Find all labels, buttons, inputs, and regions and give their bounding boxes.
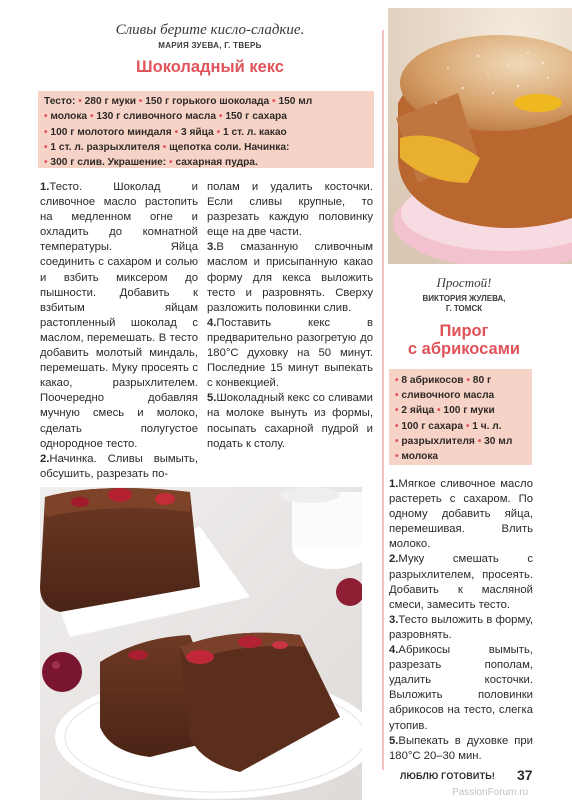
recipe2-quote: Простой! [436, 275, 492, 290]
bullet-icon: • [44, 141, 51, 153]
bullet-icon: • [395, 405, 402, 417]
ingredient-line [395, 388, 526, 403]
recipe-step: 5.Выпекать в духовке при 180°С 20–30 мин. [389, 734, 533, 762]
watermark: PassionForum.ru [452, 787, 529, 798]
ingredient-item: 80 г [472, 375, 492, 386]
ingredient-item: 130 г сливочного масла [96, 111, 219, 123]
bullet-icon: • [174, 126, 181, 138]
ingredient-line [44, 140, 368, 155]
recipe-step: 1.Мягкое сливочное масло растереть с сахаром. По одному добавить яйца, перемешивая. Влить молоко. [389, 478, 533, 551]
ingredient-item: 30 мл [484, 435, 513, 447]
ingredient-item: 1 ч. л. [472, 420, 502, 432]
bullet-icon: • [162, 141, 170, 153]
ingredient-item: 100 г муки [443, 405, 495, 417]
recipe-step: 4.Поставить кекс в предварительно разогретую до 180°С духовку на 50 минут. Последние 15 минут выпекать с конвекцией. [207, 316, 373, 390]
ingredient-line [395, 403, 526, 418]
apricot-pie-photo [388, 8, 572, 264]
recipe2-author-city: Г. ТОМСК [445, 304, 483, 313]
recipe2-title-line2: с абрикосами [407, 340, 521, 358]
ingredient-item: разрыхлителя [401, 435, 478, 447]
magazine-name: ЛЮБЛЮ ГОТОВИТЬ! [400, 771, 496, 781]
ingredient-line [395, 434, 526, 449]
ingredient-item: 1 ст. л. какао [222, 126, 287, 138]
recipe1-author: МАРИЯ ЗУЕВА, Г. ТВЕРЬ [158, 41, 262, 50]
recipe1-steps-column2 [207, 180, 373, 452]
bullet-icon: • [44, 111, 51, 123]
bullet-icon: • [138, 96, 146, 107]
ingredient-item: 150 г сахара [225, 111, 287, 123]
bullet-icon: • [89, 111, 97, 123]
ingredient-item: 300 г слив. Украшение: [50, 157, 170, 169]
page-number: 37 [517, 767, 533, 783]
ingredient-item: молока [50, 111, 90, 123]
bullet-icon: • [78, 96, 85, 107]
bullet-icon: • [272, 96, 279, 107]
recipe1-ingredients [38, 91, 374, 168]
bullet-icon: • [216, 126, 223, 138]
bullet-icon: • [437, 405, 444, 417]
bullet-icon: • [169, 157, 176, 169]
recipe-step: 1.Тесто. Шоколад и сливочное масло растопить на медленном огне и охладить до комнатной температуры. Яйца соединить с сахаром и солью и взбить миксером до пышности. Добавить к взбитым яйцам растопленный шоколад с маслом, перемешать. В тесто добавить молотый миндаль, перемешать. Муку просеять с какао, разрыхлителем. Поочередно добавляя мучную смесь и молоко, сделать полугустое однородное тесто. [40, 181, 198, 450]
ingredient-prefix: Тесто: [44, 96, 79, 107]
ingredient-item: 8 абрикосов [401, 375, 467, 386]
recipe2-title [389, 322, 539, 358]
bullet-icon: • [466, 375, 473, 386]
bullet-icon: • [395, 375, 402, 386]
recipe-step: 2.Муку смешать с разрыхлителем, просеять. Добавить к масляной смеси, замесить тесто. [389, 553, 533, 611]
ingredient-item: щепотка соли. Начинка: [169, 141, 290, 153]
ingredient-line [395, 449, 526, 464]
recipe-step: полам и удалить косточки. Если сливы крупные, то разрезать каждую половинку еще на две части. [207, 181, 373, 239]
recipe2-ingredients [389, 369, 532, 465]
ingredient-line [44, 109, 368, 124]
bullet-icon: • [477, 435, 485, 447]
ingredient-line [395, 373, 526, 388]
recipe2-author-name: ВИКТОРИЯ ЖУЛЕВА, [422, 294, 506, 303]
recipe-step: 3.Тесто выложить в форму, разровнять. [389, 613, 533, 641]
ingredient-line [44, 94, 368, 109]
recipe2-title-line1: Пирог [439, 322, 489, 340]
ingredient-item: 100 г молотого миндаля [50, 126, 175, 138]
ingredient-line [44, 155, 368, 170]
ingredient-item: 1 ст. л. разрыхлителя [50, 141, 163, 153]
recipe-step: 3.В смазанную сливочным маслом и присыпанную какао форму для кекса выложить тесто и разровнять. Сверху разложить половинки слив. [207, 241, 373, 314]
bullet-icon: • [395, 451, 402, 463]
recipe1-quote: Сливы берите кисло-сладкие. [115, 22, 305, 38]
recipe1-title: Шоколадный кекс [136, 58, 284, 76]
recipe1-steps-column1 [40, 180, 198, 482]
ingredient-line [44, 125, 368, 140]
recipe-step: 5.Шоколадный кекс со сливами на молоке вынуть из формы, посыпать сахарной пудрой и подать к столу. [207, 392, 373, 450]
bullet-icon: • [465, 420, 473, 432]
ingredient-item: 150 мл [278, 96, 313, 107]
ingredient-line [395, 419, 526, 434]
ingredient-item: 100 г сахара [401, 420, 466, 432]
ingredient-item: 280 г муки [84, 96, 139, 107]
bullet-icon: • [44, 157, 51, 169]
recipe2-steps [389, 477, 533, 764]
chocolate-cake-photo [40, 487, 362, 800]
bullet-icon: • [395, 435, 402, 447]
ingredient-item: 2 яйца [401, 405, 437, 417]
ingredient-item: 3 яйца [180, 126, 217, 138]
recipe2-author [389, 294, 539, 314]
ingredient-item: сахарная пудра. [175, 157, 258, 169]
recipe-step: 4.Абрикосы вымыть, разрезать пополам, удалить косточки. Выложить половинки абрикосов на тесто, слегка утопив. [389, 644, 533, 732]
bullet-icon: • [44, 126, 51, 138]
ingredient-item: сливочного масла [401, 390, 495, 402]
ingredient-item: 150 г горького шоколада [145, 96, 273, 107]
ingredient-item: молока [401, 451, 439, 463]
bullet-icon: • [395, 390, 402, 402]
bullet-icon: • [395, 420, 402, 432]
bullet-icon: • [218, 111, 226, 123]
recipe-step: 2.Начинка. Сливы вымыть, обсушить, разрезать по- [40, 452, 198, 480]
